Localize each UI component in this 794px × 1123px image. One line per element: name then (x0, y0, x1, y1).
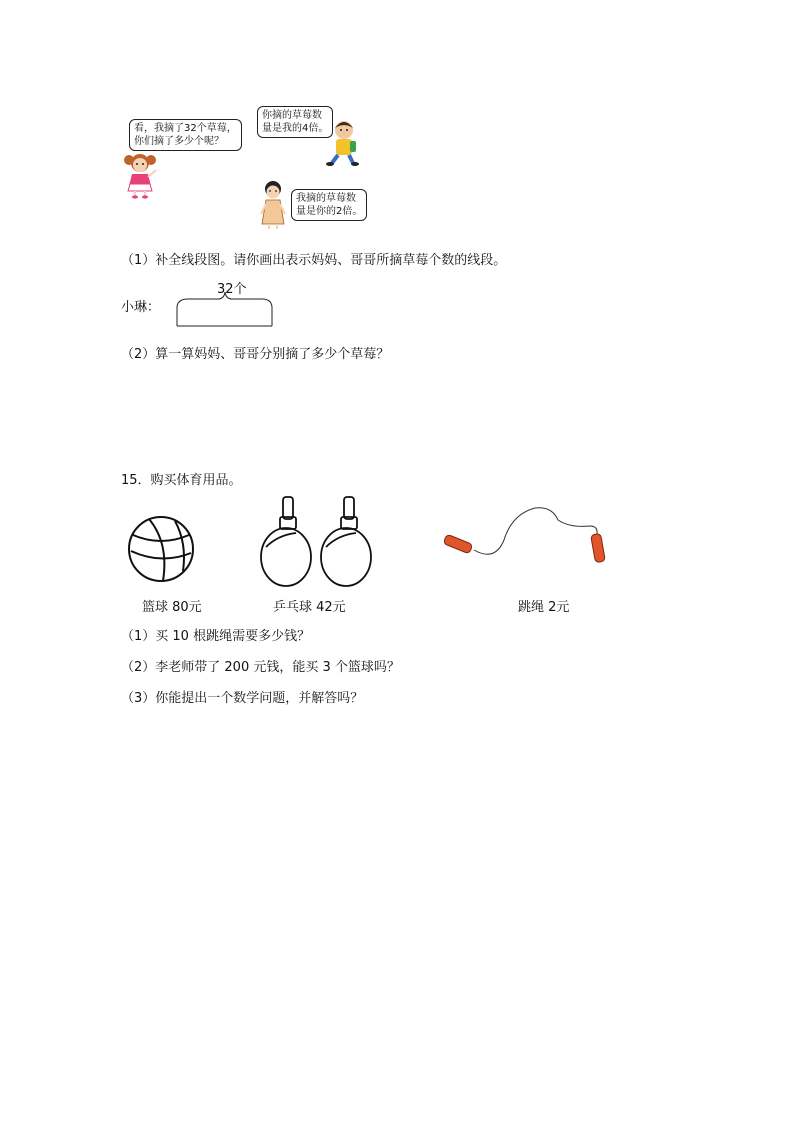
girl-figure (124, 154, 156, 199)
boy-figure (326, 121, 359, 166)
jump-rope-price-label: 跳绳 2元 (518, 600, 570, 615)
q14-part1-text: （1）补全线段图。请你画出表示妈妈、哥哥所摘草莓个数的线段。 (121, 253, 507, 268)
basketball-price-label: 篮球 80元 (142, 600, 202, 615)
q15-part2-text: （2）李老师带了 200 元钱，能买 3 个篮球吗？ (121, 660, 400, 675)
boy-speech-bubble: 你摘的草莓数 量是我的4倍。 (257, 106, 333, 138)
mother-figure (261, 181, 285, 229)
q15-part1-text: （1）买 10 根跳绳需要多少钱？ (121, 629, 311, 644)
mother-speech-bubble: 我摘的草莓数 量是你的2倍。 (291, 189, 367, 221)
girl-speech-bubble: 看，我摘了32个草莓， 你们摘了多少个呢？ (129, 119, 242, 151)
q14-part2-text: （2）算一算妈妈、哥哥分别摘了多少个草莓？ (121, 347, 390, 362)
segment-diagram-label: 小琳： (121, 300, 161, 315)
segment-diagram (174, 290, 276, 330)
jump-rope-image (440, 500, 610, 572)
pingpong-paddles-image (256, 495, 380, 589)
pingpong-price-label: 乒乓球 42元 (273, 600, 346, 615)
q15-title: 15．购买体育用品。 (121, 473, 242, 488)
dialogue-illustration (120, 100, 368, 232)
segment-count-label: 32个 (217, 282, 247, 297)
basketball-image (125, 513, 197, 585)
q15-part3-text: （3）你能提出一个数学问题，并解答吗？ (121, 691, 364, 706)
